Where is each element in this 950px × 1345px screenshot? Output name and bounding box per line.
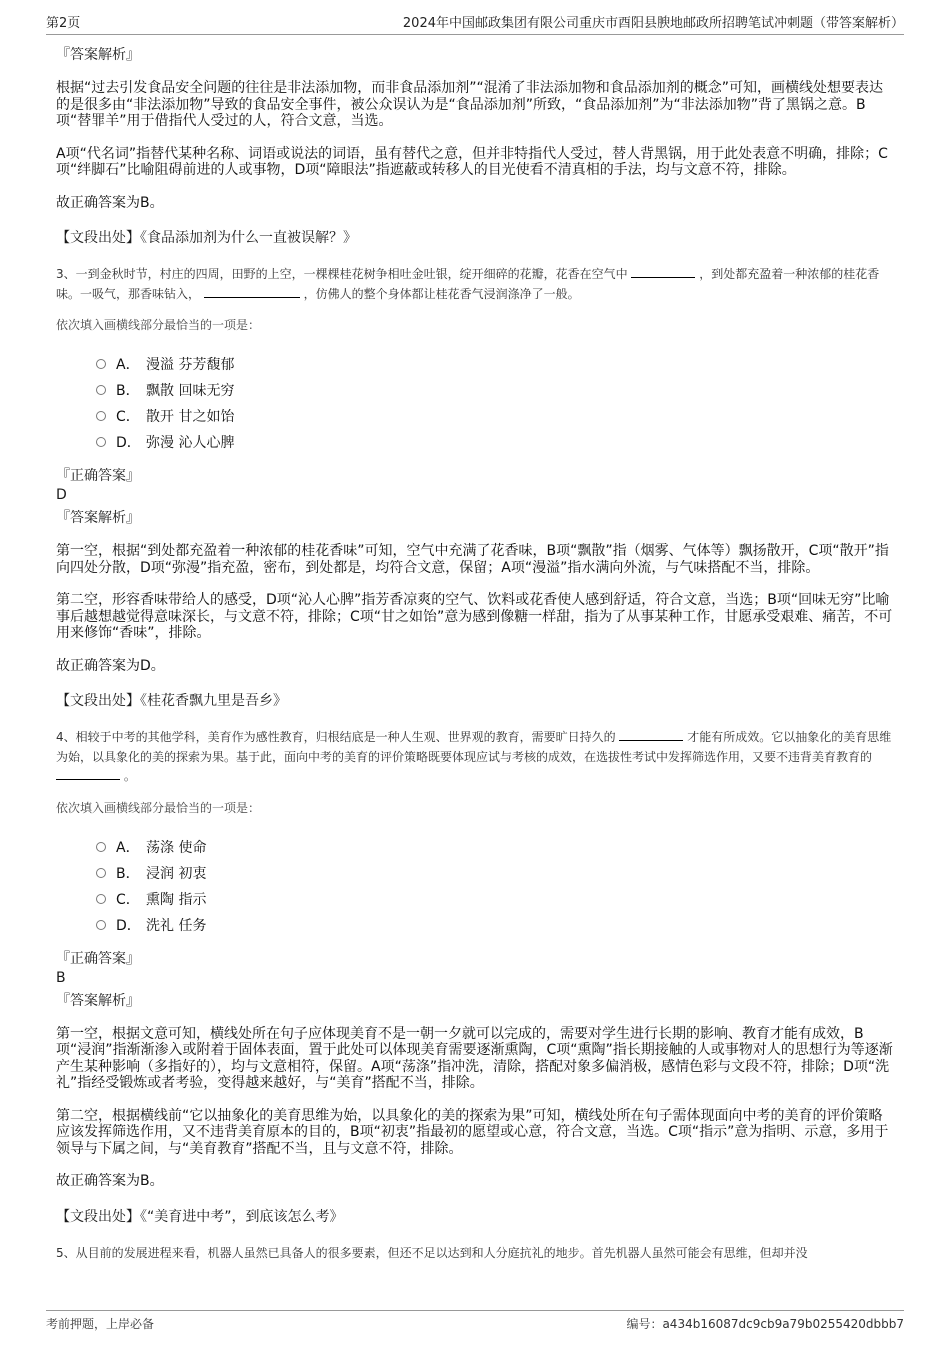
q2-analysis-p2: A项“代名词”指替代某种名称、词语或说法的词语，虽有替代之意，但并非特指代人受过，替人背黑锅，用于此处表意不明确，排除；C项“绊脚石”比喻阻碍前进的人或事物，D项“障眼法”指遮蔽或转移人的目光使看不清真相的手法，均与文意不符，排除。 (56, 145, 888, 178)
q3-option-b[interactable]: B． 飘散 回味无穷 (96, 377, 896, 403)
document-title: 2024年中国邮政集团有限公司重庆市酉阳县腴地邮政所招聘笔试冲刺题（带答案解析） (402, 16, 904, 31)
q3-blank-1 (631, 265, 695, 278)
analysis-label: 『答案解析』 (56, 47, 140, 63)
q4-option-a[interactable]: A． 荡涤 使命 (96, 834, 896, 860)
page-number: 第2页 (46, 16, 81, 31)
q4-source: 【文段出处】《“美育进中考”，到底该怎么考》 (56, 1208, 344, 1225)
q4-option-d[interactable]: D． 洗礼 任务 (96, 912, 896, 938)
q3-option-d[interactable]: D． 弥漫 沁人心脾 (96, 429, 896, 455)
footer-slogan: 考前押题，上岸必备 (46, 1317, 155, 1331)
q4-instruction: 依次填入画横线部分最恰当的一项是： (56, 800, 261, 815)
q4-blank-1 (619, 728, 683, 741)
q4-final-answer: 故正确答案为B。 (56, 1173, 164, 1189)
q4-blank-2 (56, 767, 120, 780)
q2-final-answer: 故正确答案为B。 (56, 194, 164, 211)
q4-option-c[interactable]: C． 熏陶 指示 (96, 886, 896, 912)
q4-question-text: 4、相较于中考的其他学科，美育作为感性教育，归根结底是一种人生观、世界观的教育，需要旷日持久的 才能有所成效。它以抽象化的美育思维为始，以具象化的美的探索为果。基于此，面向中考的美育的评价策略既要体现应试与考核的成效，在选拔性考试中发挥筛选作用，又要不违背美育教育的 。 (56, 730, 892, 783)
q3-option-c[interactable]: C． 散开 甘之如饴 (96, 403, 896, 429)
correct-answer-label: 『正确答案』 (56, 950, 140, 967)
radio-icon[interactable] (96, 359, 106, 369)
radio-icon[interactable] (96, 411, 106, 421)
q3-analysis-p2: 第二空，形容香味带给人的感受，D项“沁人心脾”指芳香凉爽的空气、饮料或花香使人感到舒适，符合文意，当选；B项“回味无穷”比喻事后越想越觉得意味深长，与文意不符，排除；C项“甘之如饴”意为感到像糖一样甜，指为了从事某种工作，甘愿承受艰难、痛苦，不可用来修饰“香味”，排除。 (56, 592, 893, 641)
q4-analysis-p2: 第二空，根据横线前“它以抽象化的美育思维为始，以具象化的美的探索为果”可知，横线处所在句子需体现面向中考的美育的评价策略应该发挥筛选作用，又不违背美育原本的目的，B项“初衷”指最初的愿望或心意，符合文意，当选。C项“指示”意为指明、示意，多用于领导与下属之间，与“美育教育”搭配不当，且与文意不符，排除。 (56, 1107, 889, 1157)
q2-analysis-p1: 根据“过去引发食品安全问题的往往是非法添加物，而非食品添加剂”“混淆了非法添加物和食品添加剂的概念”可知，画横线处想要表达的是很多由“非法添加物”导致的食品安全事件，被公众误认为是“食品添加剂”所致，“食品添加剂”为“非法添加物”背了黑锅之意。B项“替罪羊”用于借指代人受过的人，符合文意，当选。 (56, 80, 884, 129)
q3-options (96, 351, 896, 455)
q4-options (96, 834, 896, 938)
radio-icon[interactable] (96, 920, 106, 930)
analysis-label: 『答案解析』 (56, 510, 140, 526)
correct-answer-label: 『正确答案』 (56, 468, 140, 484)
q3-instruction: 依次填入画横线部分最恰当的一项是： (56, 318, 261, 332)
q3-blank-2 (204, 285, 300, 298)
q3-question-text: 3、一到金秋时节，村庄的四周，田野的上空，一棵棵桂花树争相吐金吐银，绽开细碎的花瓣，花香在空气中 ，到处都充盈着一种浓郁的桂花香味。一吸气，那香味钻入， ，仿佛人的整个身体都让桂花香气浸润涤净了一般。 (56, 267, 880, 301)
q3-option-a[interactable]: A． 漫溢 芬芳馥郁 (96, 351, 896, 377)
q4-option-b[interactable]: B． 浸润 初衷 (96, 860, 896, 886)
q3-answer: D (56, 487, 67, 503)
radio-icon[interactable] (96, 868, 106, 878)
document-code: 编号：a434b16087dc9cb9a79b0255420dbbb7 (626, 1317, 904, 1331)
page-footer (46, 1310, 904, 1332)
q2-source: 【文段出处】《食品添加剂为什么一直被误解？》 (56, 230, 357, 246)
document-body (46, 44, 896, 1275)
page-header (46, 12, 904, 35)
radio-icon[interactable] (96, 894, 106, 904)
q5-question-text: 5、从目前的发展进程来看，机器人虽然已具备人的很多要素，但还不足以达到和人分庭抗礼的地步。首先机器人虽然可能会有思维，但却并没 (56, 1245, 808, 1260)
radio-icon[interactable] (96, 842, 106, 852)
q3-analysis-p1: 第一空，根据“到处都充盈着一种浓郁的桂花香味”可知，空气中充满了花香味，B项“飘散”指（烟雾、气体等）飘扬散开，C项“散开”指向四处分散，D项“弥漫”指充盈，密布，到处都是，均符合文意，保留；A项“漫溢”指水满向外流，与气味搭配不当，排除。 (56, 543, 889, 576)
radio-icon[interactable] (96, 437, 106, 447)
q3-final-answer: 故正确答案为D。 (56, 657, 165, 674)
analysis-label: 『答案解析』 (56, 992, 140, 1009)
q4-answer: B (56, 969, 66, 986)
radio-icon[interactable] (96, 385, 106, 395)
q4-analysis-p1: 第一空，根据文意可知，横线处所在句子应体现美育不是一朝一夕就可以完成的，需要对学生进行长期的影响、教育才能有成效，B项“浸润”指渐渐渗入或附着于固体表面，置于此处可以体现美育需要逐渐熏陶，C项“熏陶”指长期接触的人或事物对人的思想行为等逐渐产生某种影响（多指好的），均与文意相符，保留。A项“荡涤”指冲洗，清除，搭配对象多偏消极，感情色彩与文段不符，排除；D项“洗礼”指经受锻炼或者考验，变得越来越好，与“美育”搭配不当，排除。 (56, 1025, 893, 1091)
q3-source: 【文段出处】《桂花香飘九里是吾乡》 (56, 693, 287, 709)
